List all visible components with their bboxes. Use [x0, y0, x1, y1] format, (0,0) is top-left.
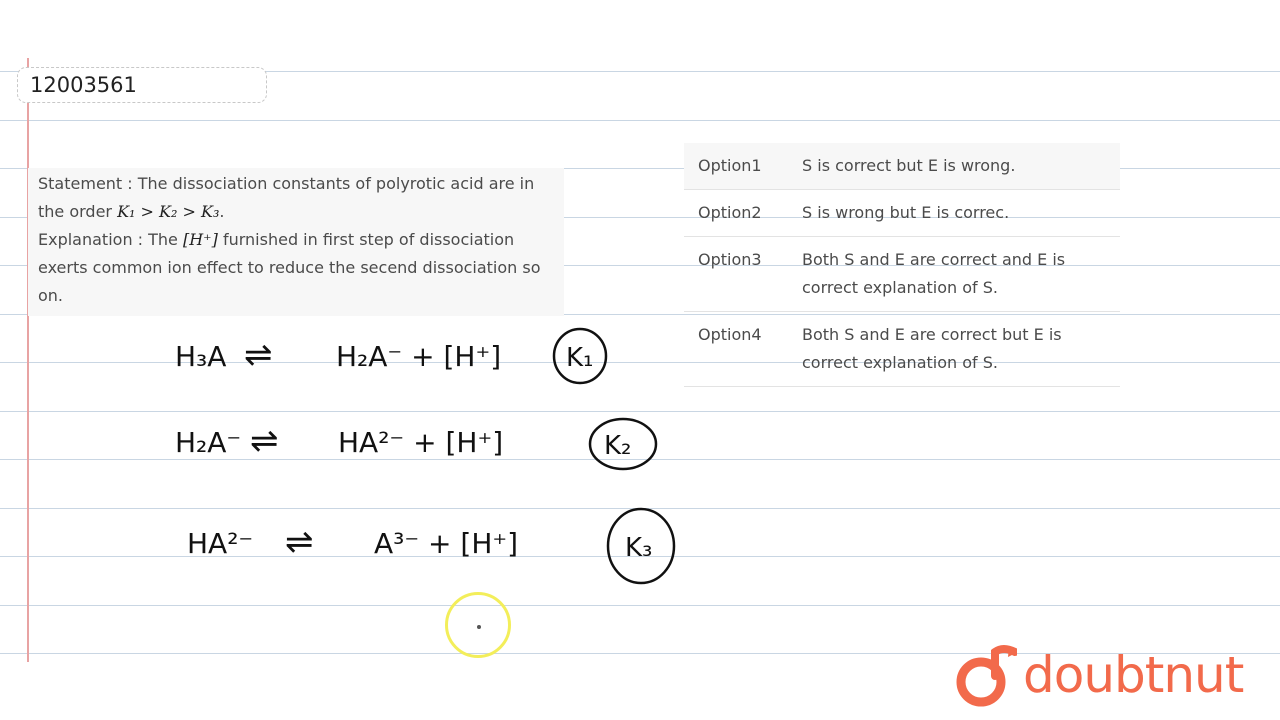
option-label: Option1 [698, 156, 762, 175]
eq1-arrow: ⇌ [244, 335, 273, 375]
option-label: Option4 [698, 325, 762, 344]
eq2-left: H₂A⁻ [175, 426, 242, 459]
equation-row-1 [175, 329, 606, 383]
doubtnut-d-icon [955, 642, 1017, 708]
statement-math: K₁ > K₂ > K₃ [117, 202, 220, 221]
option-label: Option3 [698, 250, 762, 269]
logo-text: doubtnut [1023, 646, 1244, 704]
eq3-left: HA²⁻ [187, 527, 254, 560]
eq3-constant: K₃ [625, 533, 653, 563]
question-id: 12003561 [30, 73, 137, 97]
eq2-constant: K₂ [604, 431, 632, 461]
option-text: Both S and E are correct and E is correct explanation of S. [802, 250, 1066, 297]
eq1-left: H₃A [175, 340, 227, 373]
option-text: Both S and E are correct but E is correct explanation of S. [802, 325, 1062, 372]
cursor-pointer-icon [477, 625, 481, 629]
explanation-rest: furnished in first step of dissociation exerts common ion effect to reduce the secend dissociation so on. [38, 230, 541, 305]
eq3-arrow: ⇌ [285, 522, 314, 562]
eq1-constant: K₁ [566, 343, 594, 373]
explanation-math: [H⁺] [182, 230, 218, 249]
option-text: S is correct but E is wrong. [802, 156, 1016, 175]
eq3-right: A³⁻ + [H⁺] [374, 527, 519, 560]
option-label: Option2 [698, 203, 762, 222]
eq1-right: H₂A⁻ + [H⁺] [336, 340, 502, 373]
statement-period: . [219, 202, 225, 221]
eq2-arrow: ⇌ [250, 421, 279, 461]
equation-row-3 [187, 509, 674, 583]
explanation-text: Explanation : The [38, 230, 183, 249]
statement-text: Statement : The dissociation constants of polyrotic acid are in the order [38, 174, 535, 221]
doubtnut-logo [955, 642, 1243, 708]
option-text: S is wrong but E is correc. [802, 203, 1010, 222]
eq2-right: HA²⁻ + [H⁺] [338, 426, 504, 459]
equation-row-2 [175, 419, 656, 469]
